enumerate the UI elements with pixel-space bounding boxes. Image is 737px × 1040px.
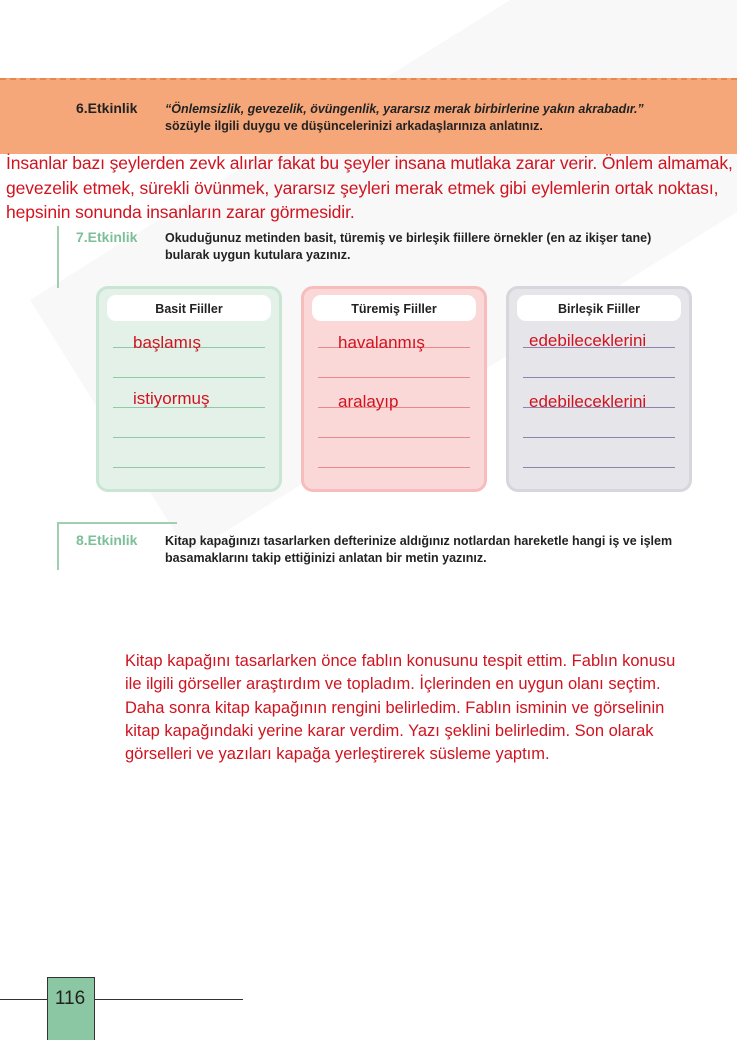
birlesik-fiiller-title: Birleşik Fiiller <box>517 295 681 321</box>
activity7-label: 7.Etkinlik <box>76 229 138 245</box>
activity6-answer: İnsanlar bazı şeylerden zevk alırlar fakat bu şeyler insana mutlaka zarar verir. Önlem almamak, gevezelik etmek, sürekli övünmek, yararsız şeyleri merak etmek gibi eylemlerin ortak noktası, hepsinin sonunda insanların zarar görmesidir. <box>6 153 733 222</box>
turemis-fiiller-title: Türemiş Fiiller <box>312 295 476 321</box>
activity6-quote: “Önlemsizlik, gevezelik, övüngenlik, yararsız merak birbirlerine yakın akrabadır.” <box>165 102 644 116</box>
basit-fiil-answer-1[interactable]: başlamış <box>133 333 202 352</box>
basit-fiiller-title: Basit Fiiller <box>107 295 271 321</box>
birlesik-fiiller-box <box>506 286 692 492</box>
page-line-left <box>0 999 47 1000</box>
activity8-instruction: Kitap kapağınızı tasarlarken defterinize aldığınız notlardan hareketle hangi iş ve işlem basamaklarını takip ettiğinizi anlatan bir metin yazınız. <box>165 534 673 565</box>
turemis-fiiller-box <box>301 286 487 492</box>
activity8-topline <box>57 522 177 524</box>
basit-fiil-answer-2[interactable]: istiyormuş <box>133 389 210 408</box>
page-line-right <box>93 999 243 1000</box>
page-number: 116 <box>54 988 86 1009</box>
activity8-answer: Kitap kapağını tasarlarken önce fablın konusunu tespit ettim. Fablın konusu ile ilgili görseller araştırdım ve topladım. İçlerinden en uygun olanı seçtim. Daha sonra kitap kapağının rengini belirledim. Fablın isminin ve görselinin kitap kapağındaki yerine karar verdim. Yazı şeklini belirledim. Son olarak görselleri ve yazıları kapağa yerleştirerek süsleme yaptım. <box>125 652 676 764</box>
activity6-instruction: sözüyle ilgili duygu ve düşüncelerinizi arkadaşlarınıza anlatınız. <box>165 119 543 133</box>
activity8-label: 8.Etkinlik <box>76 532 138 548</box>
activity6-label: 6.Etkinlik <box>76 100 138 116</box>
birlesik-fiil-answer-1[interactable]: edebileceklerini <box>529 331 647 350</box>
basit-fiiller-box <box>96 286 282 492</box>
activity8-bar <box>57 522 59 570</box>
turemis-fiil-answer-1[interactable]: havalanmış <box>338 333 425 352</box>
turemis-fiil-answer-2[interactable]: aralayıp <box>338 392 399 411</box>
activity6-prompt <box>165 101 685 135</box>
activity7-bar <box>57 226 59 288</box>
birlesik-fiil-answer-2[interactable]: edebileceklerini <box>529 392 647 411</box>
activity7-instruction: Okuduğunuz metinden basit, türemiş ve birleşik fiillere örnekler (en az ikişer tane) bularak uygun kutulara yazınız. <box>165 231 652 262</box>
